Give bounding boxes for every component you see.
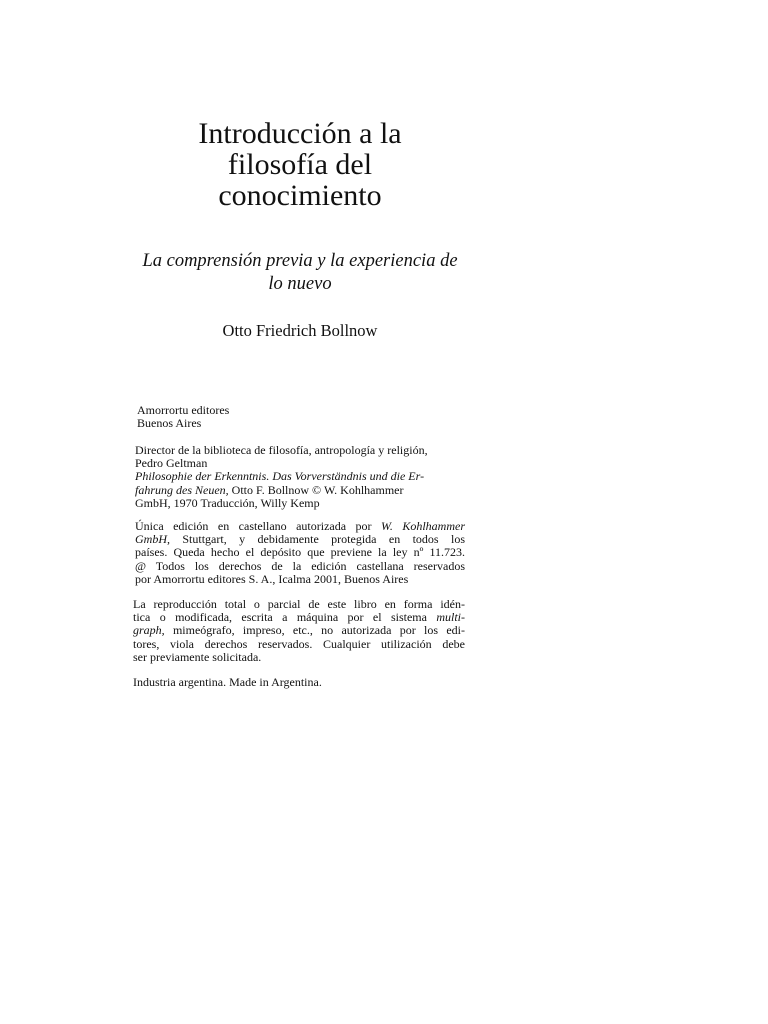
reproduction-notice [133, 598, 465, 664]
notice-text: mimeógrafo, impreso, etc., no autorizada por los edi- [164, 623, 465, 638]
title-line: filosofía del [227, 148, 373, 181]
subtitle-line: lo nuevo [268, 274, 332, 294]
book-title [150, 118, 450, 211]
publisher-block [137, 404, 229, 430]
translation-credit: GmbH, 1970 Traducción, Willy Kemp [135, 495, 320, 510]
notice-line: La reproducción total o parcial de este libro en forma idén- [133, 597, 465, 611]
original-title-italic: fahrung des Neuen, [135, 482, 229, 497]
publisher-city: Buenos Aires [137, 416, 202, 431]
rights-block [135, 520, 465, 586]
rights-line: @ Todos los derechos de la edición castellana reservados [135, 558, 465, 573]
publisher-name: Amorrortu editores [137, 403, 230, 417]
title-line: conocimiento [218, 179, 382, 212]
notice-line: tores, viola derechos reservados. Cualquier utilización debe [133, 636, 465, 651]
book-author: Otto Friedrich Bollnow [222, 321, 378, 340]
original-title: Philosophie der Erkenntnis. Das Vorverständnis und die Er- [135, 469, 425, 484]
notice-text: tica o modificada, escrita a máquina por el sistema [133, 610, 437, 625]
title-line: Introducción a la [198, 117, 402, 150]
origin-statement: Industria argentina. Made in Argentina. [133, 675, 322, 689]
origin-block [133, 676, 322, 689]
rights-text: Stuttgart, y debidamente protegida en todos los [170, 532, 465, 547]
credits-block [135, 444, 465, 510]
rights-line: países. Queda hecho el depósito que previene la ley nº 11.723. [135, 545, 465, 560]
rights-line: por Amorrortu editores S. A., Icalma 2001, Buenos Aires [135, 571, 409, 586]
book-subtitle [128, 250, 472, 296]
notice-italic: multi- [436, 610, 465, 625]
series-director-name: Pedro Geltman [135, 456, 208, 471]
rights-publisher-italic: GmbH, [135, 532, 170, 547]
subtitle-line: La comprensión previa y la experiencia de [142, 251, 458, 271]
rights-publisher-italic: W. Kohlhammer [380, 519, 466, 533]
original-title-continued [135, 484, 465, 497]
notice-italic: graph, [133, 623, 165, 638]
rights-text: Única edición en castellano autorizada por [135, 519, 381, 533]
series-director: Director de la biblioteca de filosofía, antropología y religión, [135, 443, 428, 457]
notice-line: ser previamente solicitada. [133, 649, 262, 664]
original-copyright: Otto F. Bollnow © W. Kohlhammer [228, 482, 404, 497]
notice-line [133, 624, 465, 637]
